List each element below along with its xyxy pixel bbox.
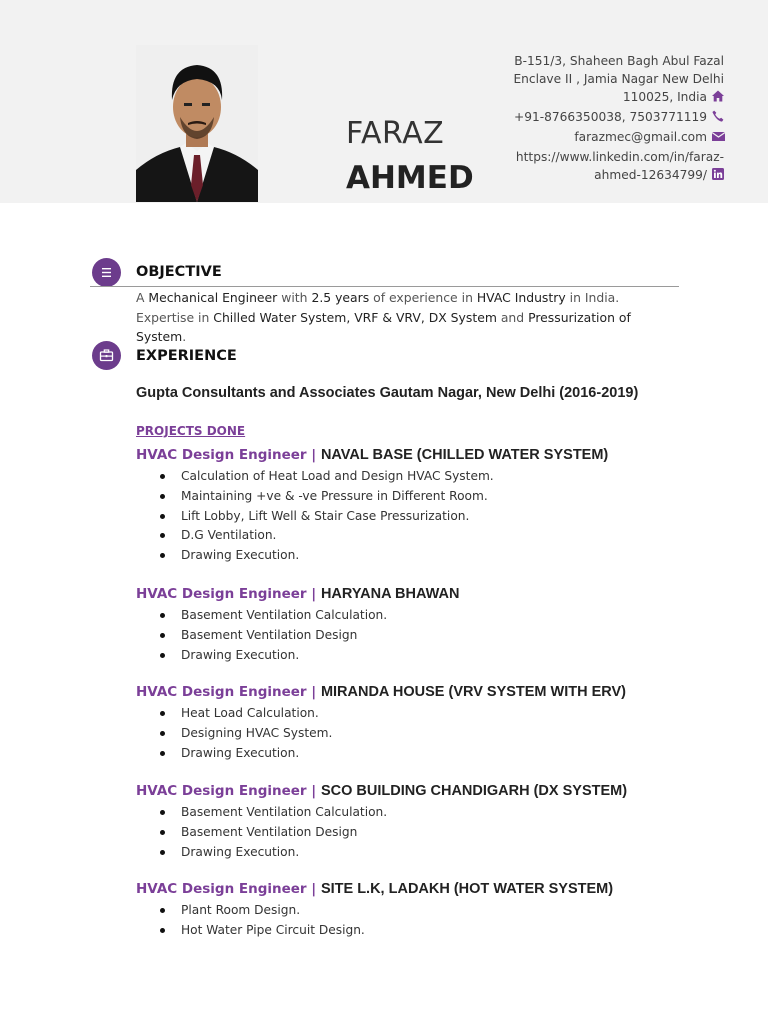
project-bullets: [136, 901, 365, 941]
list-item: Designing HVAC System.: [136, 724, 332, 744]
list-item: Lift Lobby, Lift Well & Stair Case Pressurization.: [136, 507, 494, 527]
project-title: NAVAL BASE (CHILLED WATER SYSTEM): [320, 447, 609, 463]
resume-header: [0, 0, 768, 203]
experience-title: EXPERIENCE: [136, 348, 237, 364]
objective-segment: of experience in: [369, 290, 477, 305]
company-name: Gupta Consultants and Associates Gautam Nagar, New Delhi (2016-2019): [136, 385, 639, 401]
project-bullets: [136, 606, 387, 665]
list-item: Drawing Execution.: [136, 744, 332, 764]
email-row: [484, 128, 724, 146]
linkedin-row: [484, 166, 724, 184]
list-item: Plant Room Design.: [136, 901, 365, 921]
list-item: Hot Water Pipe Circuit Design.: [136, 921, 365, 941]
address-line: Enclave II , Jamia Nagar New Delhi: [513, 72, 724, 86]
email-icon: [712, 129, 724, 141]
address-line: B-151/3, Shaheen Bagh Abul Fazal: [514, 54, 724, 68]
profile-photo: [136, 45, 258, 202]
project-bullets: [136, 803, 387, 862]
objective-segment: in India. Expertise in: [136, 290, 620, 325]
email-link[interactable]: farazmec@gmail.com: [574, 130, 707, 144]
project-title: SCO BUILDING CHANDIGARH (DX SYSTEM): [320, 783, 628, 799]
address-row: [484, 88, 724, 106]
list-item: Basement Ventilation Design: [136, 823, 387, 843]
phone-number[interactable]: +91-8766350038, 7503771119: [514, 110, 707, 124]
home-icon: [712, 89, 724, 101]
list-item: Basement Ventilation Design: [136, 626, 387, 646]
objective-title: OBJECTIVE: [136, 264, 222, 280]
objective-segment: with: [277, 290, 312, 305]
project-heading: [136, 881, 613, 897]
list-item: Maintaining +ve & -ve Pressure in Different Room.: [136, 487, 494, 507]
first-name: FARAZ: [346, 116, 445, 151]
list-item: Drawing Execution.: [136, 646, 387, 666]
section-divider: [90, 286, 679, 287]
phone-icon: [712, 109, 724, 121]
project-heading: [136, 447, 608, 463]
list-item: Basement Ventilation Calculation.: [136, 606, 387, 626]
linkedin-link[interactable]: ahmed-12634799/: [594, 168, 707, 182]
objective-highlight: HVAC Industry: [476, 290, 566, 305]
project-heading: [136, 684, 626, 700]
project-bullets: [136, 704, 332, 763]
address-line: 110025, India: [622, 90, 707, 104]
role-label: HVAC Design Engineer |: [136, 586, 317, 602]
objective-highlight: 2.5 years: [311, 290, 370, 305]
objective-text: [136, 288, 681, 347]
role-label: HVAC Design Engineer |: [136, 881, 317, 897]
last-name: AHMED: [346, 160, 474, 196]
objective-segment: A: [136, 290, 149, 305]
briefcase-icon: [92, 341, 121, 370]
project-title: MIRANDA HOUSE (VRV SYSTEM WITH ERV): [320, 684, 626, 700]
objective-segment: .: [182, 329, 187, 344]
objective-highlight: Mechanical Engineer: [148, 290, 278, 305]
list-item: Drawing Execution.: [136, 546, 494, 566]
project-title: HARYANA BHAWAN: [320, 586, 460, 602]
list-item: Drawing Execution.: [136, 843, 387, 863]
role-label: HVAC Design Engineer |: [136, 447, 317, 463]
contact-block: [484, 52, 724, 184]
role-label: HVAC Design Engineer |: [136, 783, 317, 799]
role-label: HVAC Design Engineer |: [136, 684, 317, 700]
phone-row: [484, 108, 724, 126]
projects-done-label: PROJECTS DONE: [136, 424, 246, 438]
objective-badge-icon: [92, 258, 121, 287]
linkedin-line[interactable]: https://www.linkedin.com/in/faraz-: [515, 150, 724, 164]
list-item: Heat Load Calculation.: [136, 704, 332, 724]
objective-segment: and: [496, 309, 529, 325]
list-item: Calculation of Heat Load and Design HVAC System.: [136, 467, 494, 487]
list-item: Basement Ventilation Calculation.: [136, 803, 387, 823]
objective-highlight: Chilled Water System, VRF & VRV, DX System: [213, 309, 497, 325]
project-heading: [136, 586, 460, 602]
project-bullets: [136, 467, 494, 566]
linkedin-icon: [712, 167, 724, 179]
objective-highlight: Pressurization of System: [136, 309, 631, 344]
list-item: D.G Ventilation.: [136, 526, 494, 546]
project-heading: [136, 783, 627, 799]
project-title: SITE L.K, LADAKH (HOT WATER SYSTEM): [320, 881, 614, 897]
